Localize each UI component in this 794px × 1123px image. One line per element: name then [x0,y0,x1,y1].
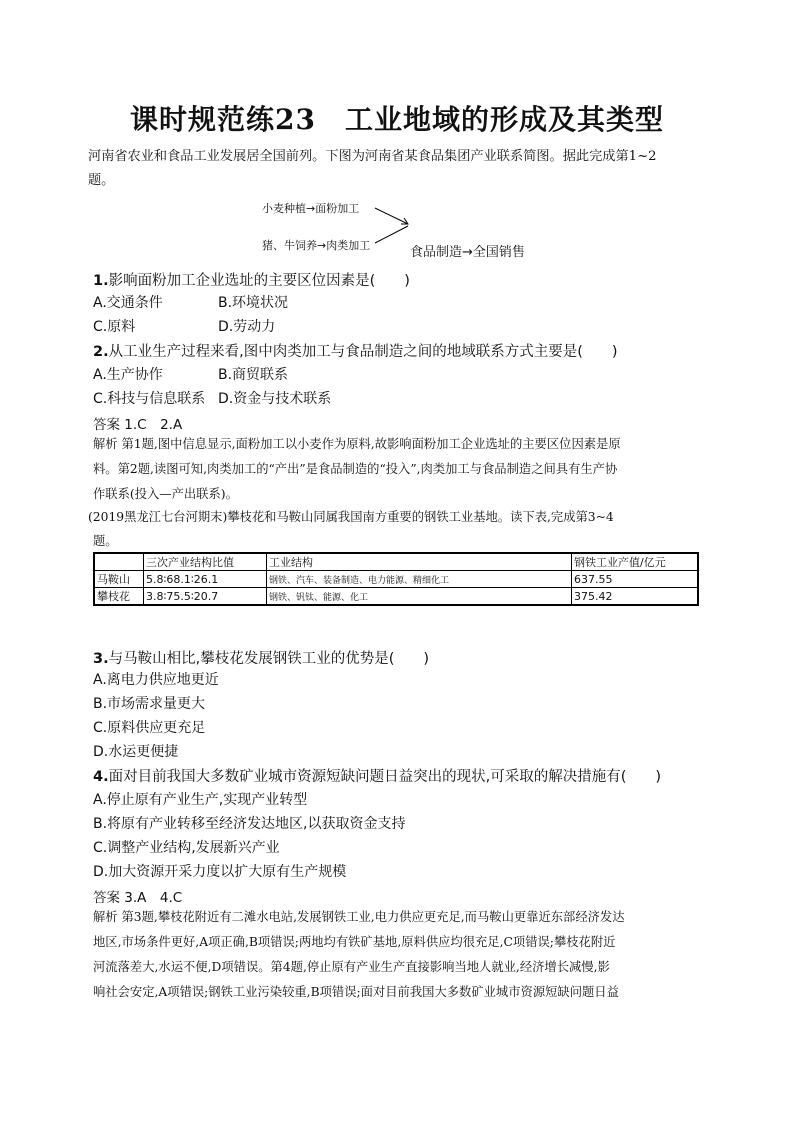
flow-result: 食品制造→全国销售 [410,245,525,260]
question-stem: 面对目前我国大多数矿业城市资源短缺问题日益突出的现状,可采取的解决措施有( ) [108,769,662,785]
intro-line: 题。 [93,534,118,548]
question-number: 2. [93,344,109,360]
explanation-line: 解析 第1题,图中信息显示,面粉加工以小麦作为原料,故影响面粉加工企业选址的主要区位因素是原 [93,437,621,451]
intro-line: 题。 [88,173,115,188]
answer-3-4: 答案 3.A 4.C [93,890,183,906]
explanation-line: 地区,市场条件更好,A项正确,B项错误;两地均有铁矿基地,原料供应均很充足,C项错误;攀枝花附近 [93,935,616,949]
table-header-cell: 钢铁工业产值/亿元 [572,553,699,571]
table-cell: 马鞍山 [94,571,144,588]
question-number: 4. [93,769,109,785]
option-b: B.市场需求量更大 [93,696,206,712]
option-a: A.离电力供应地更近 [93,672,219,688]
option-d: D.水运更便捷 [93,744,179,760]
table-cell: 钢铁、汽车、装备制造、电力能源、精细化工 [267,571,572,588]
option-d: D.劳动力 [218,319,276,335]
question-stem: 与马鞍山相比,攀枝花发展钢铁工业的优势是( ) [108,651,430,667]
explanation-line: 料。第2题,读图可知,肉类加工的“产出”是食品制造的“投入”,肉类加工与食品制造之间具有生产协 [93,462,618,476]
table-cell: 钢铁、钒钛、能源、化工 [267,588,572,606]
table-row [94,571,698,588]
flow-top: 小麦种植→面粉加工 [262,202,360,215]
table-header-row [94,553,698,571]
intro-line: (2019黑龙江七台河期末)攀枝花和马鞍山同属我国南方重要的钢铁工业基地。读下表,完成第3~4 [88,510,614,524]
question-4 [93,765,661,786]
explanation-line: 作联系(投入—产出联系)。 [93,487,238,501]
question-3 [93,647,429,668]
table-cell: 3.8∶75.5∶20.7 [144,588,267,606]
table-header-cell: 工业结构 [267,553,572,571]
question-number: 3. [93,651,109,667]
option-d: D.加大资源开采力度以扩大原有生产规模 [93,864,347,880]
industry-table [93,552,699,606]
answer-1-2: 答案 1.C 2.A [93,417,183,433]
table-header-cell: 三次产业结构比值 [144,553,267,571]
option-a: A.停止原有产业生产,实现产业转型 [93,792,308,808]
option-a: A.生产协作 [93,367,163,383]
option-c: C.原料 [93,319,136,335]
question-stem: 从工业生产过程来看,图中肉类加工与食品制造之间的地域联系方式主要是( ) [108,344,618,360]
table-cell: 5.8∶68.1∶26.1 [144,571,267,588]
question-stem: 影响面粉加工企业选址的主要区位因素是( ) [108,273,410,289]
question-2 [93,340,618,361]
option-a: A.交通条件 [93,295,163,311]
question-number: 1. [93,273,109,289]
question-1 [93,269,410,290]
table-cell: 637.55 [572,571,699,588]
page-title: 课时规范练23 工业地域的形成及其类型 [130,103,664,136]
option-b: B.将原有产业转移至经济发达地区,以获取资金支持 [93,816,406,832]
table-row [94,588,698,606]
option-b: B.商贸联系 [218,367,289,383]
table-cell: 375.42 [572,588,699,606]
intro-line: 河南省农业和食品工业发展居全国前列。下图为河南省某食品集团产业联系简图。据此完成第1~2 [88,149,657,164]
option-d: D.资金与技术联系 [218,391,332,407]
table-cell: 攀枝花 [94,588,144,606]
explanation-line: 响社会安定,A项错误;钢铁工业污染较重,B项错误;面对目前我国大多数矿业城市资源短缺问题日益 [93,985,619,999]
option-c: C.原料供应更充足 [93,720,206,736]
flow-arrows [372,200,412,250]
explanation-line: 河流落差大,水运不便,D项错误。第4题,停止原有产业生产直接影响当地人就业,经济增长减慢,影 [93,960,610,974]
option-b: B.环境状况 [218,295,289,311]
flow-bottom: 猪、牛饲养→肉类加工 [262,239,371,252]
table-header-cell [94,553,144,571]
option-c: C.调整产业结构,发展新兴产业 [93,840,280,856]
option-c: C.科技与信息联系 [93,391,206,407]
explanation-line: 解析 第3题,攀枝花附近有二滩水电站,发展钢铁工业,电力供应更充足,而马鞍山更靠近东部经济发达 [93,910,625,924]
